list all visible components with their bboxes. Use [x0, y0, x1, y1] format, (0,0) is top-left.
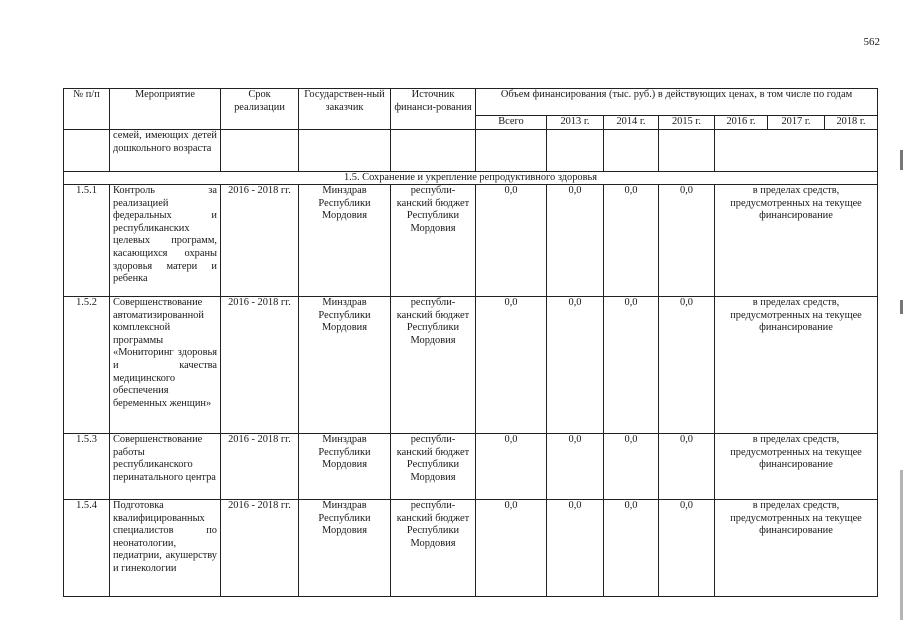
- row-num: 1.5.2: [64, 297, 110, 434]
- year-2013-cell: 0,0: [547, 185, 604, 297]
- header-year: 2016 г.: [715, 116, 768, 130]
- total-cell: 0,0: [476, 500, 547, 597]
- year-2014-cell: 0,0: [604, 434, 659, 500]
- header-year: 2014 г.: [604, 116, 659, 130]
- note-cell: в пределах средств, предусмотренных на текущее финансирование: [715, 434, 878, 500]
- table-row: [64, 185, 878, 297]
- term-cell: 2016 - 2018 гг.: [221, 185, 299, 297]
- section-title: 1.5. Сохранение и укрепление репродуктивного здоровья: [64, 172, 878, 185]
- note-cell: в пределах средств, предусмотренных на текущее финансирование: [715, 297, 878, 434]
- customer-cell: Минздрав Республики Мордовия: [299, 185, 391, 297]
- header-year: 2015 г.: [659, 116, 715, 130]
- scan-edge-mark: [900, 300, 903, 314]
- row-num: 1.5.1: [64, 185, 110, 297]
- header-funding: Объем финансирования (тыс. руб.) в действующих ценах, в том числе по годам: [476, 89, 878, 116]
- note-cell: в пределах средств, предусмотренных на текущее финансирование: [715, 500, 878, 597]
- customer-cell: Минздрав Республики Мордовия: [299, 434, 391, 500]
- header-year: 2018 г.: [825, 116, 878, 130]
- scan-edge-mark: [900, 150, 903, 170]
- row-num: 1.5.4: [64, 500, 110, 597]
- source-cell: республи-канский бюджет Республики Мордовия: [391, 434, 476, 500]
- total-cell: 0,0: [476, 297, 547, 434]
- term-cell: 2016 - 2018 гг.: [221, 297, 299, 434]
- header-row: [64, 89, 878, 116]
- source-cell: республи-канский бюджет Республики Мордовия: [391, 185, 476, 297]
- header-customer: Государствен-ный заказчик: [299, 89, 391, 130]
- table-row: [64, 297, 878, 434]
- row-num: 1.5.3: [64, 434, 110, 500]
- header-total: Всего: [476, 116, 547, 130]
- table-row: [64, 434, 878, 500]
- header-year: 2017 г.: [768, 116, 825, 130]
- header-measure: Мероприятие: [110, 89, 221, 130]
- header-term: Срок реализации: [221, 89, 299, 130]
- source-cell: республи-канский бюджет Республики Мордовия: [391, 297, 476, 434]
- page-number: 562: [863, 36, 880, 48]
- measure-cell: Контроль за реализацией федеральных и республиканских целевых программ, касающихся охраны здоровья матери и ребенка: [110, 185, 221, 297]
- term-cell: 2016 - 2018 гг.: [221, 434, 299, 500]
- measure-cell: Совершенствование автоматизированной комплексной программы «Мониторинг здоровья и качества медицинского обеспечения беременных женщин»: [110, 297, 221, 434]
- header-source: Источник финанси-рования: [391, 89, 476, 130]
- year-2013-cell: 0,0: [547, 297, 604, 434]
- year-2013-cell: 0,0: [547, 434, 604, 500]
- measure-cell: Совершенствование работы республиканского перинатального центра: [110, 434, 221, 500]
- header-year: 2013 г.: [547, 116, 604, 130]
- year-2014-cell: 0,0: [604, 500, 659, 597]
- year-2013-cell: 0,0: [547, 500, 604, 597]
- header-num: № п/п: [64, 89, 110, 130]
- total-cell: 0,0: [476, 434, 547, 500]
- program-activities-table: [63, 88, 878, 597]
- section-row: [64, 172, 878, 185]
- continuation-row: [64, 130, 878, 172]
- year-2015-cell: 0,0: [659, 500, 715, 597]
- year-2015-cell: 0,0: [659, 297, 715, 434]
- customer-cell: Минздрав Республики Мордовия: [299, 297, 391, 434]
- year-2015-cell: 0,0: [659, 185, 715, 297]
- note-cell: в пределах средств, предусмотренных на текущее финансирование: [715, 185, 878, 297]
- total-cell: 0,0: [476, 185, 547, 297]
- measure-cell: семей, имеющих детей дошкольного возраста: [110, 130, 221, 172]
- source-cell: республи-канский бюджет Республики Мордовия: [391, 500, 476, 597]
- year-2015-cell: 0,0: [659, 434, 715, 500]
- year-2014-cell: 0,0: [604, 297, 659, 434]
- scan-edge-mark: [900, 470, 903, 620]
- customer-cell: Минздрав Республики Мордовия: [299, 500, 391, 597]
- term-cell: 2016 - 2018 гг.: [221, 500, 299, 597]
- table-row: [64, 500, 878, 597]
- measure-cell: Подготовка квалифицированных специалистов по неонатологии, педиатрии, акушерству и гинекологии: [110, 500, 221, 597]
- year-2014-cell: 0,0: [604, 185, 659, 297]
